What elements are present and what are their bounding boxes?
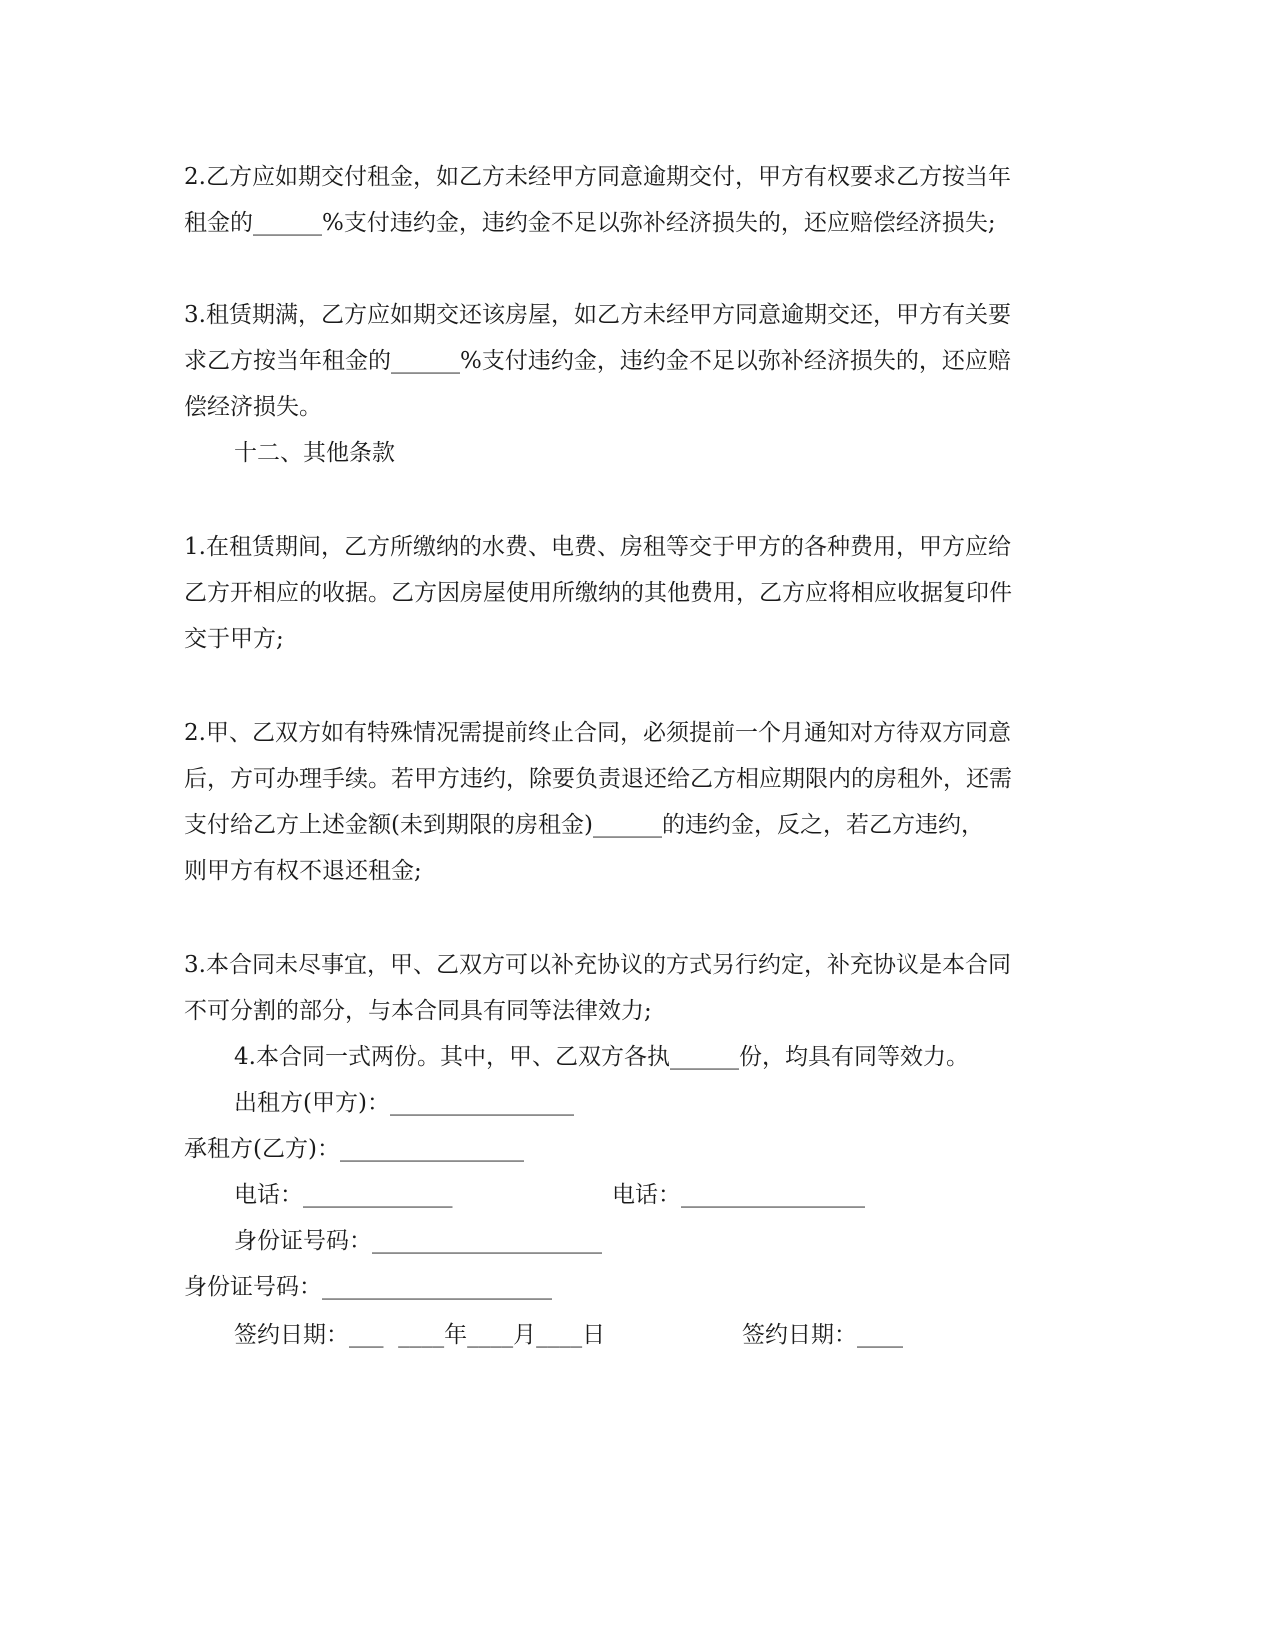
other-clause-2-line-2: 后，方可办理手续。若甲方违约，除要负责退还给乙方相应期限内的房租外，还需 [184, 766, 1012, 792]
other-clause-3-line-1: 3.本合同未尽事宜，甲、乙双方可以补充协议的方式另行约定，补充协议是本合同 [184, 952, 1011, 978]
lessee-id-number: 身份证号码：____________________ [184, 1274, 552, 1300]
lessee-phone: 电话：________________ [612, 1182, 865, 1208]
other-clause-1-line-2: 乙方开相应的收据。乙方因房屋使用所缴纳的其他费用，乙方应将相应收据复印件 [184, 580, 1012, 606]
lessee-signature-line: 承租方(乙方)：________________ [184, 1136, 524, 1162]
other-clause-1-line-1: 1.在租赁期间，乙方所缴纳的水费、电费、房租等交于甲方的各种费用，甲方应给 [184, 534, 1011, 560]
other-clause-2-line-4: 则甲方有权不退还租金; [184, 858, 422, 884]
other-clause-1-line-3: 交于甲方; [184, 626, 284, 652]
lessor-phone: 电话：_____________ [234, 1182, 453, 1208]
lessee-sign-date: 签约日期：____ [742, 1322, 903, 1348]
clause-3-line-3: 偿经济损失。 [184, 394, 322, 420]
clause-3-line-1: 3.租赁期满，乙方应如期交还该房屋，如乙方未经甲方同意逾期交还，甲方有关要 [184, 302, 1011, 328]
clause-2-line-1: 2.乙方应如期交付租金，如乙方未经甲方同意逾期交付，甲方有权要求乙方按当年 [184, 164, 1011, 190]
clause-2-line-2: 租金的______%支付违约金，违约金不足以弥补经济损失的，还应赔偿经济损失; [184, 210, 996, 236]
clause-3-line-2: 求乙方按当年租金的______%支付违约金，违约金不足以弥补经济损失的，还应赔 [184, 348, 1011, 374]
lessor-id-number: 身份证号码：____________________ [234, 1228, 602, 1254]
other-clause-2-line-1: 2.甲、乙双方如有特殊情况需提前终止合同，必须提前一个月通知对方待双方同意 [184, 720, 1011, 746]
other-clause-4: 4.本合同一式两份。其中，甲、乙双方各执______份，均具有同等效力。 [234, 1044, 969, 1070]
other-clause-2-line-3: 支付给乙方上述金额(未到期限的房租金)______的违约金，反之，若乙方违约， [184, 812, 984, 838]
section-heading-12: 十二、其他条款 [234, 440, 395, 466]
lessor-signature-line: 出租方(甲方)：________________ [234, 1090, 574, 1116]
lessor-sign-date: 签约日期：___ ____年____月____日 [234, 1322, 606, 1348]
other-clause-3-line-2: 不可分割的部分，与本合同具有同等法律效力; [184, 998, 652, 1024]
